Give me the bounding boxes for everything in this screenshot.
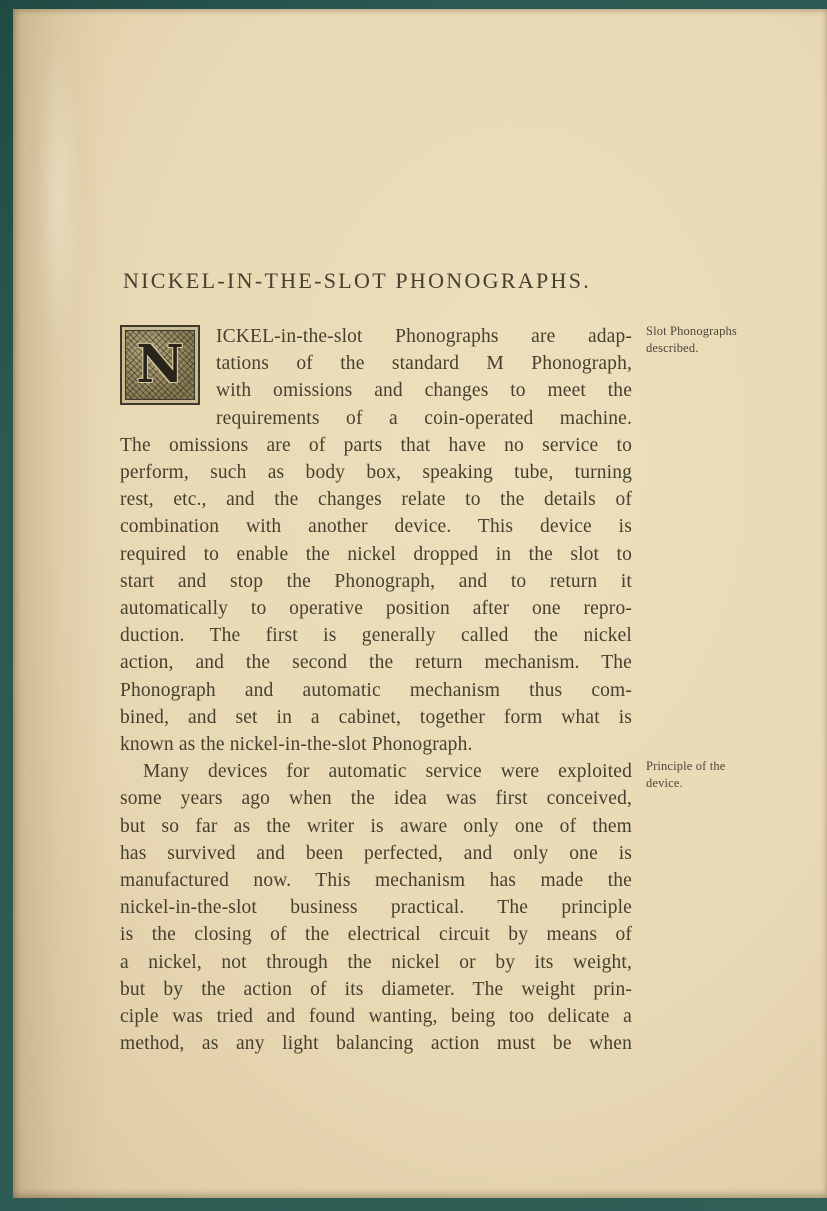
text-line: nickel-in-the-slot business practical. The principle [120,897,632,919]
text-line: device. [646,775,683,790]
text-block [120,268,632,1057]
drop-cap-ornament [125,330,195,400]
text-line: method, as any light balancing action must be when [120,1033,632,1055]
page-title: NICKEL-IN-THE-SLOT PHONOGRAPHS. [122,268,592,293]
text-line: duction. The first is generally called the nickel [120,625,632,647]
text-line: automatically to operative position after one repro- [120,598,632,620]
paragraph-2-lines [120,758,632,1057]
text-line: requirements of a coin-operated machine. [216,407,632,429]
text-line: ciple was tried and found wanting, being too delicate a [120,1006,632,1028]
drop-cap-letter: N [136,334,184,395]
text-line: with omissions and changes to meet the [216,380,632,402]
text-line: required to enable the nickel dropped in the slot to [120,543,632,565]
text-line: a nickel, not through the nickel or by its weight, [120,951,632,973]
text-line: Slot Phonographs [646,324,737,338]
text-line: Principle of the [646,759,726,773]
book-page [13,9,827,1198]
text-line: bined, and set in a cabinet, together form what is [120,706,632,728]
text-line: some years ago when the idea was first conceived, [120,788,632,810]
drop-cap [120,325,200,405]
text-line: tations of the standard M Phonograph, [216,353,632,375]
text-line: known as the nickel-in-the-slot Phonograph. [120,734,473,756]
text-line: action, and the second the return mechanism. The [120,652,632,674]
paragraph-1 [120,323,632,758]
text-line: rest, etc., and the changes relate to the details of [120,489,632,511]
text-line: has survived and been perfected, and only one is [120,842,632,864]
text-line: start and stop the Phonograph, and to return it [120,570,632,592]
text-line: perform, such as body box, speaking tube, turning [120,462,632,484]
text-line: Phonograph and automatic mechanism thus com- [120,679,632,701]
paragraph-2 [120,758,632,1057]
text-line: is the closing of the electrical circuit by means of [120,924,632,946]
text-line: ICKEL-in-the-slot Phonographs are adap- [216,326,632,347]
text-line: described. [646,340,699,355]
text-line: combination with another device. This device is [120,516,632,538]
text-line: The omissions are of parts that have no service to [120,434,632,456]
margin-note-2 [646,758,801,791]
text-line: Many devices for automatic service were exploited [143,761,632,783]
text-line: manufactured now. This mechanism has made the [120,870,632,892]
text-line: but so far as the writer is aware only one of them [120,815,632,837]
margin-note-1 [646,323,801,356]
text-line: but by the action of its diameter. The weight prin- [120,978,632,1000]
